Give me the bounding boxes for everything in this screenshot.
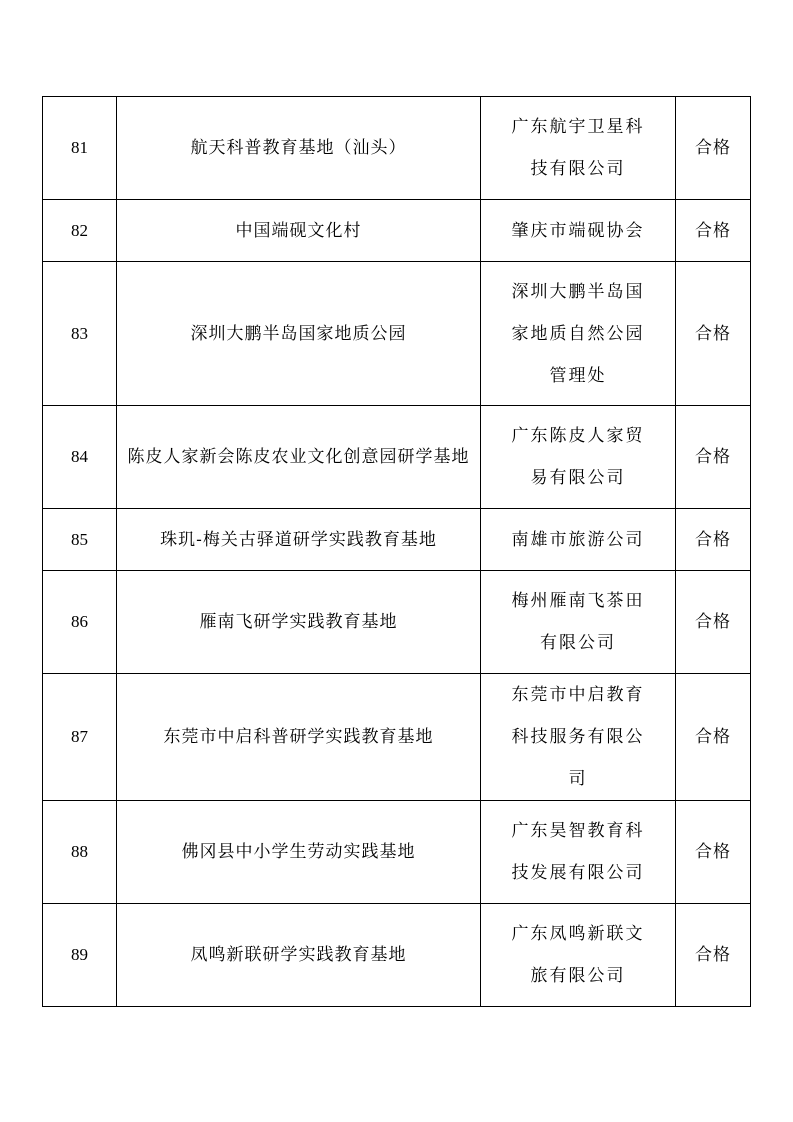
result-cell: 合格 bbox=[676, 509, 751, 571]
table-row bbox=[43, 904, 751, 1007]
table-row bbox=[43, 262, 751, 406]
base-name: 中国端砚文化村 bbox=[117, 200, 481, 262]
row-number: 89 bbox=[43, 904, 117, 1007]
base-name: 陈皮人家新会陈皮农业文化创意园研学基地 bbox=[117, 406, 481, 509]
row-number: 83 bbox=[43, 262, 117, 406]
table-row bbox=[43, 571, 751, 674]
row-number: 82 bbox=[43, 200, 117, 262]
organization-name: 东莞市中启教育科技服务有限公司 bbox=[481, 674, 676, 801]
base-name: 航天科普教育基地（汕头） bbox=[117, 97, 481, 200]
base-name: 雁南飞研学实践教育基地 bbox=[117, 571, 481, 674]
result-cell: 合格 bbox=[676, 97, 751, 200]
result-cell: 合格 bbox=[676, 904, 751, 1007]
table-row bbox=[43, 509, 751, 571]
base-name: 凤鸣新联研学实践教育基地 bbox=[117, 904, 481, 1007]
row-number: 87 bbox=[43, 674, 117, 801]
result-cell: 合格 bbox=[676, 801, 751, 904]
row-number: 84 bbox=[43, 406, 117, 509]
results-table bbox=[42, 96, 751, 1007]
organization-name: 南雄市旅游公司 bbox=[481, 509, 676, 571]
table-row bbox=[43, 674, 751, 801]
base-name: 佛冈县中小学生劳动实践基地 bbox=[117, 801, 481, 904]
row-number: 85 bbox=[43, 509, 117, 571]
table-row bbox=[43, 200, 751, 262]
table-row bbox=[43, 801, 751, 904]
organization-name: 广东凤鸣新联文旅有限公司 bbox=[481, 904, 676, 1007]
organization-name: 深圳大鹏半岛国家地质自然公园管理处 bbox=[481, 262, 676, 406]
organization-name: 梅州雁南飞茶田有限公司 bbox=[481, 571, 676, 674]
result-cell: 合格 bbox=[676, 262, 751, 406]
organization-name: 广东航宇卫星科技有限公司 bbox=[481, 97, 676, 200]
organization-name: 广东陈皮人家贸易有限公司 bbox=[481, 406, 676, 509]
table-row bbox=[43, 406, 751, 509]
base-name: 珠玑-梅关古驿道研学实践教育基地 bbox=[117, 509, 481, 571]
result-cell: 合格 bbox=[676, 674, 751, 801]
result-cell: 合格 bbox=[676, 200, 751, 262]
base-name: 深圳大鹏半岛国家地质公园 bbox=[117, 262, 481, 406]
base-name: 东莞市中启科普研学实践教育基地 bbox=[117, 674, 481, 801]
row-number: 88 bbox=[43, 801, 117, 904]
row-number: 86 bbox=[43, 571, 117, 674]
table-row bbox=[43, 97, 751, 200]
organization-name: 肇庆市端砚协会 bbox=[481, 200, 676, 262]
organization-name: 广东昊智教育科技发展有限公司 bbox=[481, 801, 676, 904]
result-cell: 合格 bbox=[676, 406, 751, 509]
result-cell: 合格 bbox=[676, 571, 751, 674]
row-number: 81 bbox=[43, 97, 117, 200]
